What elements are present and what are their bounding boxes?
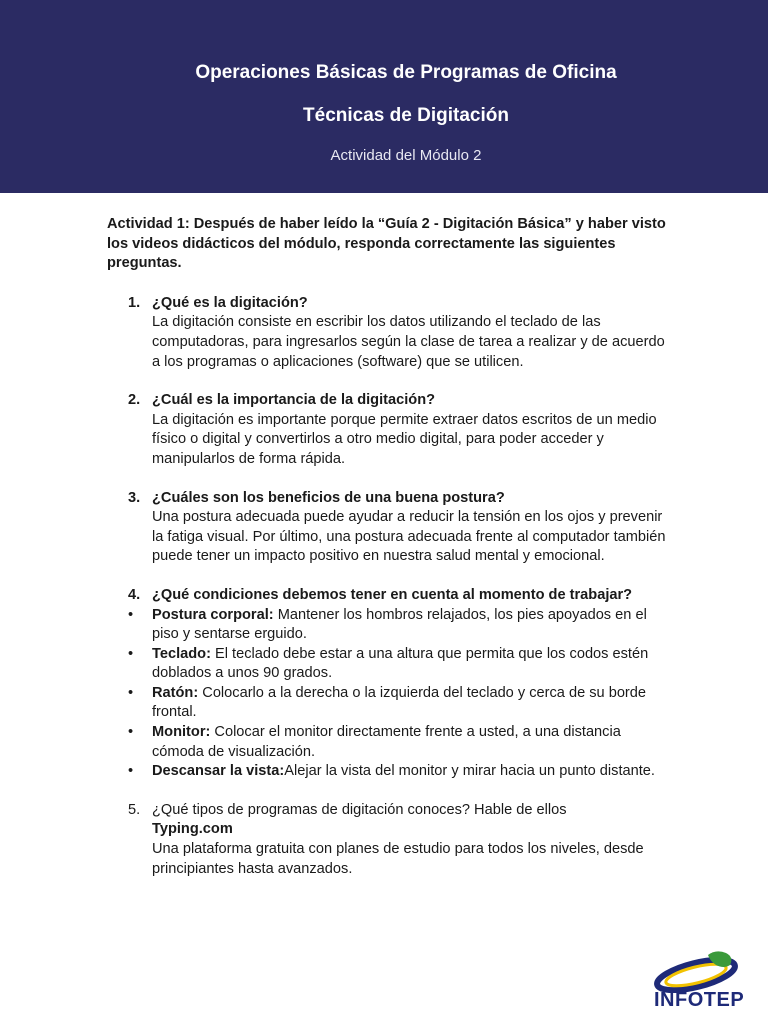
question-answer: La digitación es importante porque permite extraer datos escritos de un medio físico o digital y convertirlos a otro medio digital, para poder acceder y manipularlos de forma rápida.	[152, 411, 657, 467]
bullet-icon: •	[128, 763, 134, 780]
list-item-text: El teclado debe estar a una altura que permita que los codos estén doblados a unos 90 grados.	[152, 645, 649, 682]
bullet-icon: •	[128, 684, 134, 701]
list-item-term: Postura corporal:	[152, 606, 274, 623]
work-conditions-list	[107, 606, 667, 782]
question-answer: La digitación consiste en escribir los datos utilizando el teclado de las computadoras, para ingresarlos según la clase de tarea a realizar y de acuerdo a los programas o aplicaciones (software) que se utilicen.	[152, 314, 665, 370]
list-item	[107, 762, 667, 782]
activity-instructions: Actividad 1: Después de haber leído la “Guía 2 - Digitación Básica” y haber visto los videos didácticos del módulo, responda correctamente las siguientes preguntas.	[107, 216, 666, 272]
question-1	[107, 294, 667, 372]
question-title: ¿Cuáles son los beneficios de una buena postura?	[152, 489, 505, 506]
header-banner	[0, 0, 768, 193]
question-answer: Una plataforma gratuita con planes de estudio para todos los niveles, desde principiantes hasta avanzados.	[152, 841, 644, 877]
question-number: 2.	[128, 392, 141, 409]
question-title: ¿Qué condiciones debemos tener en cuenta al momento de trabajar?	[152, 586, 633, 603]
list-item-text: Mantener los hombros relajados, los pies apoyados en el piso y sentarse erguido.	[152, 606, 647, 643]
question-4	[107, 586, 667, 606]
question-2	[107, 391, 667, 469]
list-item-term: Teclado:	[152, 645, 211, 662]
document-title: Operaciones Básicas de Programas de Oficina	[195, 62, 617, 83]
question-number: 3.	[128, 489, 141, 506]
question-number: 1.	[128, 294, 141, 311]
list-item-text: Colocarlo a la derecha o la izquierda del teclado y cerca de su borde frontal.	[152, 684, 647, 721]
question-5	[107, 801, 667, 879]
list-item-term: Descansar la vista:	[152, 763, 285, 780]
question-title: ¿Cuál es la importancia de la digitación?	[152, 392, 436, 409]
list-item-term: Monitor:	[152, 724, 211, 741]
list-item	[107, 723, 667, 762]
infotep-emblem-icon	[650, 945, 750, 993]
bullet-icon: •	[128, 645, 134, 662]
list-item-text: Colocar el monitor directamente frente a usted, a una distancia cómoda de visualización.	[152, 724, 621, 760]
question-title: ¿Qué es la digitación?	[152, 294, 308, 311]
document-subtitle: Técnicas de Digitación	[303, 105, 509, 126]
bullet-icon: •	[128, 606, 134, 623]
activity-label: Actividad del Módulo 2	[330, 147, 482, 164]
list-item-term: Ratón:	[152, 684, 199, 701]
question-title: ¿Qué tipos de programas de digitación conoces? Hable de ellos	[152, 801, 567, 818]
bullet-icon: •	[128, 724, 134, 741]
question-3	[107, 489, 667, 567]
list-item	[107, 645, 667, 684]
list-item	[107, 606, 667, 645]
logo-wordmark: INFOTEP	[654, 989, 745, 1011]
document-body	[107, 215, 667, 879]
question-answer: Una postura adecuada puede ayudar a reducir la tensión en los ojos y prevenir la fatiga visual. Por último, una postura adecuada frente al computador también puede tener un impacto positivo en nuestra salud mental y emocional.	[152, 509, 666, 565]
question-number: 4.	[128, 586, 141, 603]
infotep-logo	[650, 945, 750, 1020]
list-item-text: Alejar la vista del monitor y mirar hacia un punto distante.	[284, 763, 655, 780]
list-item	[107, 684, 667, 723]
question-number: 5.	[128, 801, 141, 818]
program-name: Typing.com	[152, 821, 233, 838]
